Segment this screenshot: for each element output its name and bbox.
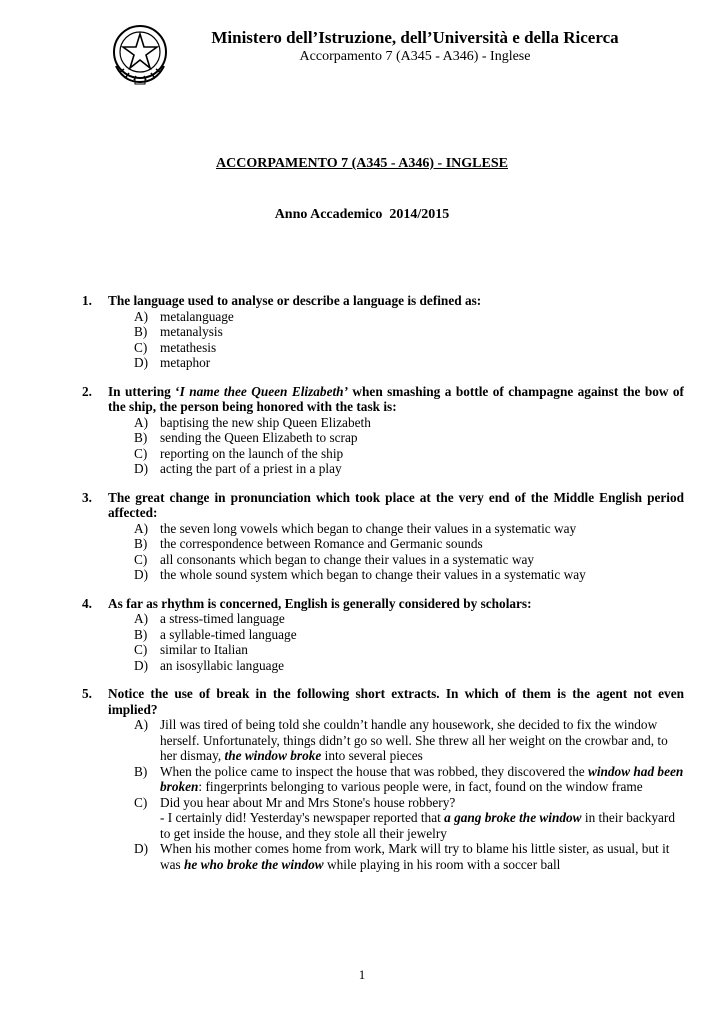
question-4: [82, 596, 684, 674]
question-1: [82, 293, 684, 371]
option-a: A) a stress-timed language: [134, 611, 285, 626]
option-d: D) When his mother comes home from work, Mark will try to blame his little sister, as usual, but it was he who broke the window while playing in his room with a soccer ball: [134, 841, 670, 872]
academic-year: Anno Accademico 2014/2015: [274, 207, 450, 222]
question-text: The language used to analyse or describe a language is defined as:: [108, 293, 482, 308]
option-a: A) Jill was tired of being told she couldn’t handle any housework, she decided to fix the window herself. Unfortunately, things didn’t go so well. She threw all her weight on the crowbar and, to her dismay, the window broke into several pieces: [134, 717, 668, 763]
option-a: A) baptising the new ship Queen Elizabeth: [134, 414, 371, 430]
question-number: 4.: [82, 595, 92, 611]
question-text: Notice the use of break in the following short extracts. In which of them is the agent not even implied?: [108, 686, 684, 717]
option-b: B) When the police came to inspect the house that was robbed, they discovered the window had been broken: fingerprints belonging to various people were, in fact, found on the window frame: [134, 763, 684, 794]
question-number: 1.: [82, 293, 92, 308]
question-number: 3.: [82, 489, 92, 505]
option-b: B) a syllable-timed language: [134, 626, 297, 642]
option-b: B) the correspondence between Romance and Germanic sounds: [134, 536, 483, 551]
republic-emblem-icon: [110, 22, 170, 86]
option-c: C) Did you hear about Mr and Mrs Stone's house robbery? - I certainly did! Yesterday's newspaper reported that a gang broke the window in their backyard to get inside the house, and they stole all their jewelry: [134, 794, 675, 841]
question-number: 2.: [82, 383, 92, 399]
question-2: [82, 384, 684, 477]
option-a: A) metalanguage: [134, 308, 234, 324]
question-list: [82, 293, 684, 885]
option-d: D) an isosyllabic language: [134, 657, 285, 673]
option-c: C) metathesis: [134, 339, 217, 355]
question-3: [82, 490, 684, 583]
ministry-name: Ministero dell’Istruzione, dell’Università e della Ricerca: [211, 28, 619, 47]
option-c: C) reporting on the launch of the ship: [134, 445, 344, 461]
option-d: D) metaphor: [134, 355, 211, 370]
question-text: The great change in pronunciation which took place at the very end of the Middle English period affected:: [108, 489, 684, 520]
document-title: ACCORPAMENTO 7 (A345 - A346) - INGLESE: [216, 156, 508, 171]
option-c: C) similar to Italian: [134, 642, 248, 657]
question-text: In uttering ‘I name thee Queen Elizabeth’ when smashing a bottle of champagne against the bow of the ship, the person being honored with the task is:: [108, 383, 684, 414]
header-subtitle: Accorpamento 7 (A345 - A346) - Inglese: [299, 49, 531, 64]
option-d: D) the whole sound system which began to change their values in a systematic way: [134, 567, 586, 582]
option-b: B) sending the Queen Elizabeth to scrap: [134, 430, 358, 445]
question-5: [82, 686, 684, 872]
option-c: C) all consonants which began to change their values in a systematic way: [134, 551, 535, 567]
page-number: 1: [358, 967, 366, 982]
option-b: B) metanalysis: [134, 324, 223, 339]
document-header: [190, 28, 640, 66]
question-number: 5.: [82, 686, 92, 701]
question-text: As far as rhythm is concerned, English is generally considered by scholars:: [108, 595, 532, 611]
option-a: A) the seven long vowels which began to change their values in a systematic way: [134, 520, 577, 536]
option-d: D) acting the part of a priest in a play: [134, 461, 342, 476]
